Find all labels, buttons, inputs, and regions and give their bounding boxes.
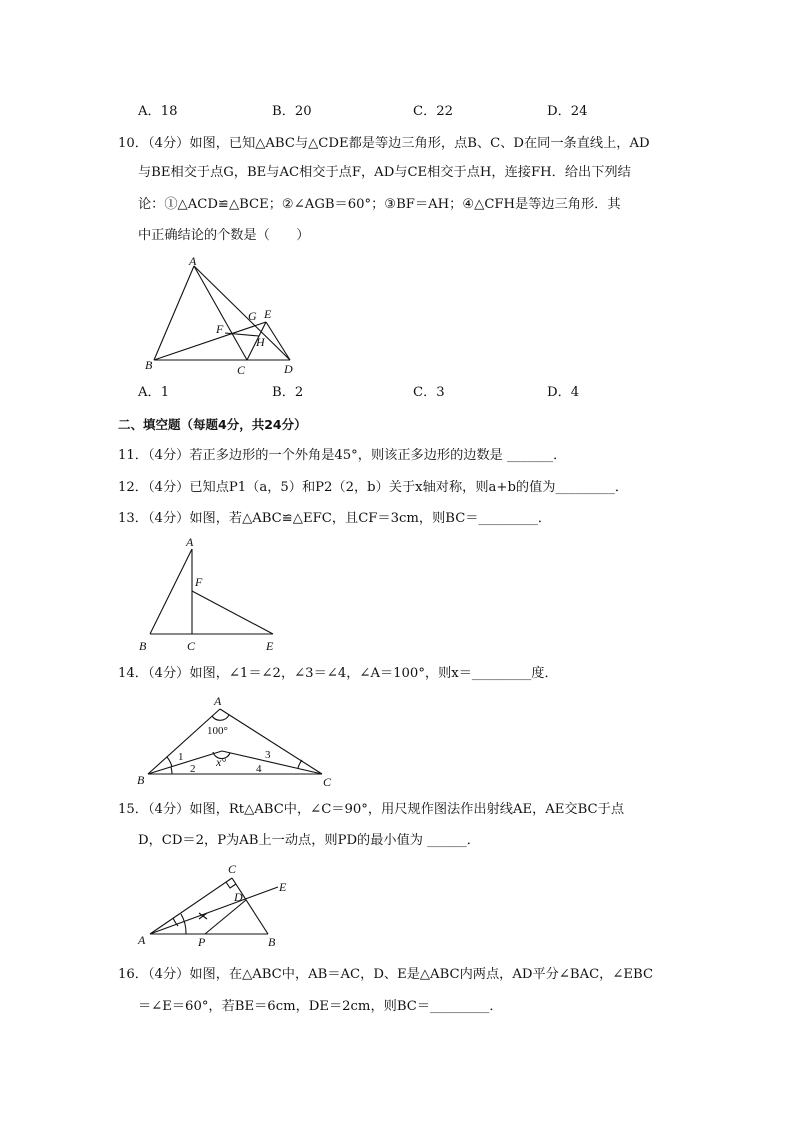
q10-option-d: D．4 (547, 385, 580, 400)
q14-angle-4: 4 (256, 763, 262, 775)
q10-label-d: D (284, 362, 293, 376)
q13-text: 13．（4分）如图，若△ABC≌△EFC，且CF＝3cm，则BC＝_________． (118, 511, 552, 526)
q10-line-2: 与BE相交于点G，BE与AC相交于点F，AD与CE相交于点H，连接FH．给出下列结 (138, 165, 631, 180)
q10-label-a: A (189, 254, 197, 268)
q10-option-a: A．1 (138, 385, 170, 400)
q13-label-a: A (186, 535, 194, 549)
q10-label-f: F (216, 322, 224, 336)
q15-line-2: D，CD＝2，P为AB上一动点，则PD的最小值为 ______． (138, 833, 480, 848)
q14-label-b: B (137, 773, 145, 787)
q14-angle-1: 1 (178, 751, 184, 763)
q16-line-2: ＝∠E＝60°，若BE＝6cm，DE＝2cm，则BC＝_________． (138, 999, 503, 1014)
section-2-heading: 二、填空题（每题4分，共24分） (118, 417, 307, 432)
q10-label-h: H (256, 335, 265, 349)
q10-line-1: 10．（4分）如图，已知△ABC与△CDE都是等边三角形，点B、C、D在同一条直线上，AD (118, 136, 650, 151)
q13-label-c: C (187, 639, 196, 653)
q14-angle-3: 3 (265, 749, 271, 761)
q10-option-c: C．3 (413, 385, 445, 400)
q9-option-a: A．18 (138, 104, 178, 119)
q9-option-b: B．20 (272, 104, 312, 119)
q10-option-b: B．2 (272, 385, 304, 400)
q12-text: 12．（4分）已知点P1（a，5）和P2（2，b）关于x轴对称，则a+b的值为_________． (118, 480, 629, 495)
q14-angle-a-label: 100° (207, 725, 228, 737)
q13-label-e: E (266, 639, 274, 653)
q10-label-b: B (145, 358, 153, 372)
q11-text: 11．（4分）若正多边形的一个外角是45°，则该正多边形的边数是 _______． (118, 448, 567, 463)
q14-label-c: C (323, 775, 332, 789)
q10-label-e: E (264, 307, 272, 321)
q15-label-d: D (234, 890, 243, 904)
q10-line-4: 中正确结论的个数是（ ） (138, 228, 310, 243)
q14-text: 14．（4分）如图，∠1＝∠2，∠3＝∠4，∠A＝100°，则x＝_________度． (118, 666, 558, 681)
q10-line-3: 论：①△ACD≌△BCE；②∠AGB＝60°；③BF＝AH；④△CFH是等边三角形．其 (138, 197, 621, 212)
q16-line-1: 16．（4分）如图，在△ABC中，AB＝AC，D、E是△ABC内两点，AD平分∠BAC，∠EBC (118, 967, 654, 982)
q9-option-c: C．22 (413, 104, 454, 119)
q15-label-c: C (228, 862, 237, 876)
q13-label-b: B (139, 639, 147, 653)
q15-label-e: E (279, 880, 287, 894)
q10-label-c: C (237, 363, 246, 377)
q13-label-f: F (195, 575, 203, 589)
q15-label-a: A (138, 933, 146, 947)
q15-label-b: B (268, 935, 276, 949)
q9-option-d: D．24 (547, 104, 588, 119)
q10-label-g: G (248, 309, 257, 323)
q14-angle-2: 2 (190, 763, 196, 775)
q14-label-a: A (214, 694, 222, 708)
q15-label-p: P (198, 935, 206, 949)
q14-angle-x-label: x° (216, 755, 227, 769)
q15-line-1: 15．（4分）如图，Rt△ABC中，∠C＝90°，用尺规作图法作出射线AE，AE交BC于点 (118, 802, 625, 817)
